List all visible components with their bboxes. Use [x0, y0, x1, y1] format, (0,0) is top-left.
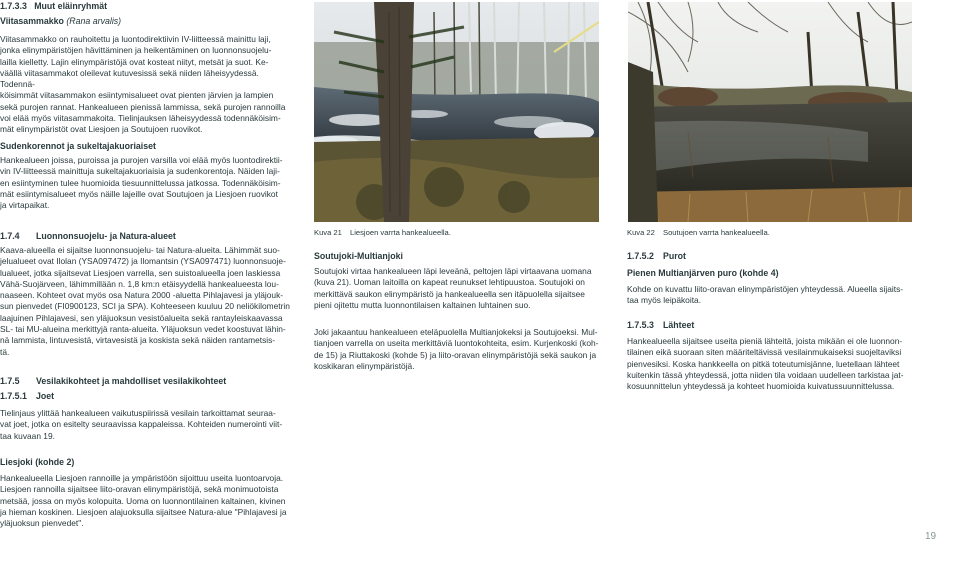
lahteet-paragraph	[627, 336, 913, 392]
text-line: Liesjoen rannoilla sijaitsee liito-oravan elinympäristöjä, sekä monimuotoista	[0, 484, 279, 495]
text-line: väällä viitasammakot oleilevat kutuvesissä sekä niiden läheisyydessä. Todennä-	[0, 67, 259, 90]
text-line: laajuinen Pihlajavesi, sen yläjuoksun vesistöalueita sekä rantayleiskaavassa	[0, 312, 283, 323]
text-line: de 15) ja Riuttakoski (kohde 5) ja liito-oravan elinympäristöjä sekä saukon ja	[314, 349, 597, 360]
text-line: voi elää myös viitasammakoita. Tielinjauksen läheisyydessä todennäköisim-	[0, 113, 281, 124]
text-line: Hankealueen joissa, puroissa ja purojen varsilla voi elää myös luontodirektii-	[0, 155, 283, 165]
text-line: taa kuvaan 19.	[0, 430, 55, 441]
text-line: taa myös leipäkoita.	[627, 295, 702, 306]
text-line: tianjoen varrella on useita merkittäviä luontokohteita, esim. Kurjenkoski (koh-	[314, 338, 599, 349]
pienen-multianjarvi-paragraph	[627, 284, 913, 307]
text-line: ja virtapaikat.	[0, 200, 50, 211]
text-line: Hankealueella Liesjoen rannoille ja ympäristöön sijoittuu useita luontoarvoja.	[0, 473, 284, 483]
text-line: SL- tai MU-alueina merkittyjä ranta-alueita. Yläjuoksun vedet koostuvat lähin-	[0, 324, 286, 335]
liesjoki-heading: Liesjoki (kohde 2)	[0, 457, 75, 467]
text-line: en esiintyminen tulee huomioida tiesuunnittelussa jatkossa. Todennäköisim-	[0, 177, 281, 188]
section-174-heading: 1.7.4 Luonnonsuojelu- ja Natura-alueet	[0, 231, 176, 241]
section-1752-heading: 1.7.5.2 Purot	[627, 251, 686, 261]
sudenkorento-paragraph	[0, 155, 290, 211]
text-line: naaseen. Kohteet ovat myös osa Natura 2000 -aluetta Pihlajavesi ja yläjouk-	[0, 290, 284, 301]
liesjoki-paragraph	[0, 473, 290, 529]
viitasammakko-heading: Viitasammakko (Rana arvalis)	[0, 16, 122, 26]
text-line: Viitasammakko on rauhoitettu ja luontodirektiivin IV-liitteessä mainittu laji,	[0, 34, 271, 44]
text-line: vin IV-liitteessä mainittuja sukeltajakuoriaisia ja sudenkorentoja. Näiden laji-	[0, 166, 280, 177]
text-line: kuitenkin tässä yhteydessä, jotta niiden tila voidaan uudelleen tarkistaa jat-	[627, 369, 904, 380]
text-line: sun pienvedet (FI0900123, SCI ja SPA). Kohteeseen kuuluu 20 neliökilometrin	[0, 301, 290, 312]
text-line: ja hieman koskinen. Liesjoen alajuoksulla sijaitsee Natura-alue "Pihlajavesi ja	[0, 506, 287, 517]
text-line: Vähä-Suojärveen, lähimmillään n. 1,8 km:n etäisyydellä hankealueesta lou-	[0, 278, 279, 289]
section-1751-heading: 1.7.5.1 Joet	[0, 391, 55, 401]
section-174-paragraph	[0, 245, 290, 358]
text-line: lualueet, jotka sijaitsevat Liesjoen varrella, sen suistoalueella joen laskiessa	[0, 267, 281, 278]
pienen-multianjarvi-heading: Pienen Multianjärven puro (kohde 4)	[627, 268, 779, 278]
text-line: tilainen eikä suoraan siten määriteltävissä vesilainmukaiseksi suojeltaviksi	[627, 347, 902, 358]
viitasammakko-latin-name: (Rana arvalis)	[66, 16, 122, 26]
text-line: yläjuoksun pienvedet".	[0, 518, 84, 529]
text-line: koskikaran elinympäristöjä.	[314, 360, 415, 371]
text-line: pieni ojitettu mutta luonnontilaisen kaltainen luhtainen suo.	[314, 299, 531, 310]
text-line: metsää, jossa on myös kolopuita. Uoma on luonnontilainen kaltainen, kivinen	[0, 495, 286, 506]
text-line: Hankealueella sijaitsee useita pieniä lähteitä, joista mikään ei ole luonnon-	[627, 336, 903, 346]
text-line: nä lammista, lintuvesistä, virtavesistä ja koskista sekä näiden rantametsis-	[0, 335, 276, 346]
joet-paragraph	[0, 408, 290, 442]
text-line: Kaava-alueella ei sijaitse luonnonsuojelu- tai Natura-alueita. Lähimmät suo-	[0, 245, 280, 255]
figure-caption-22: Kuva 22 Soutujoen varrta hankealueella.	[627, 228, 770, 237]
text-line: tä.	[0, 346, 10, 357]
text-line: mät esiintymisalueet myös näille lajeille ovat Soutujoen ja Liesjoen ruovikot	[0, 188, 278, 199]
text-line: merkittävä saukon elinympäristö ja hankealueella sen itäpuolella sijaitsee	[314, 288, 585, 299]
text-line: sekä purojen rannat. Hankealueen pienissä lammissa, sekä purojen rannoilla	[0, 101, 286, 112]
figure-caption-21: Kuva 21 Liesjoen varrta hankealueella.	[314, 228, 451, 237]
soutujoki-paragraph-2	[314, 327, 600, 372]
text-line: mät elinympäristöt ovat Liesjoen ja Soutujoen ruovikot.	[0, 124, 203, 135]
text-line: Tielinjaus ylittää hankealueen vaikutuspiirissä vesilain tarkoittamat seuraa-	[0, 408, 276, 418]
photo-soutujoki-river	[628, 2, 912, 222]
section-1753-heading: 1.7.5.3 Lähteet	[627, 320, 695, 330]
text-line: jonka elinympäristöjen hävittäminen ja heikentäminen on luonnonsuojelu-	[0, 45, 272, 56]
soutujoki-paragraph-1	[314, 266, 600, 311]
section-title: 1.7.3.3 Muut eläinryhmät	[0, 1, 108, 11]
sudenkorento-heading: Sudenkorennot ja sukeltajakuoriaiset	[0, 141, 156, 151]
page-number: 19	[925, 531, 937, 542]
text-line: köisimmät viitasammakon esiintymisalueet ovat pienten järvien ja lampien	[0, 90, 274, 101]
text-line: pienvesiksi. Koska hankkeella on pitkä toteutumisjänne, luetellaan lähteet	[627, 358, 900, 369]
text-line: kosuunnittelun yhteydessä ja kohteet huomioida kuivatussuunnittelussa.	[627, 381, 895, 392]
text-line: lailla kielletty. Lajin elinympäristöjä ovat kosteat niityt, metsät ja suot. Ke-	[0, 56, 269, 67]
viitasammakko-paragraph	[0, 34, 290, 136]
soutujoki-heading: Soutujoki-Multianjoki	[314, 251, 403, 261]
section-175-heading: 1.7.5 Vesilakikohteet ja mahdolliset vesilakikohteet	[0, 376, 227, 386]
text-line: Kohde on kuvattu liito-oravan elinympäristöjen yhteydessä. Alueella sijaits-	[627, 284, 904, 294]
text-line: vat joet, jotka on esitelty seuraavissa kappaleissa. Kohteiden numerointi viit-	[0, 419, 283, 430]
text-line: jelualueet ovat Ilolan (YSA097472) ja Ilomantsin (YSA097471) luonnonsuoje-	[0, 256, 286, 267]
photo-liesjoki-forest	[314, 2, 599, 222]
text-line: Joki jakaantuu hankealueen eteläpuolella Multianjokeksi ja Soutujoeksi. Mul-	[314, 327, 598, 337]
text-line: Soutujoki virtaa hankealueen läpi leveänä, peltojen läpi virtaavana uomana	[314, 266, 592, 276]
text-line: (kuva 21). Uoman laitoilla on kapeat reunukset lehtipuustoa. Soutujoki on	[314, 277, 585, 288]
